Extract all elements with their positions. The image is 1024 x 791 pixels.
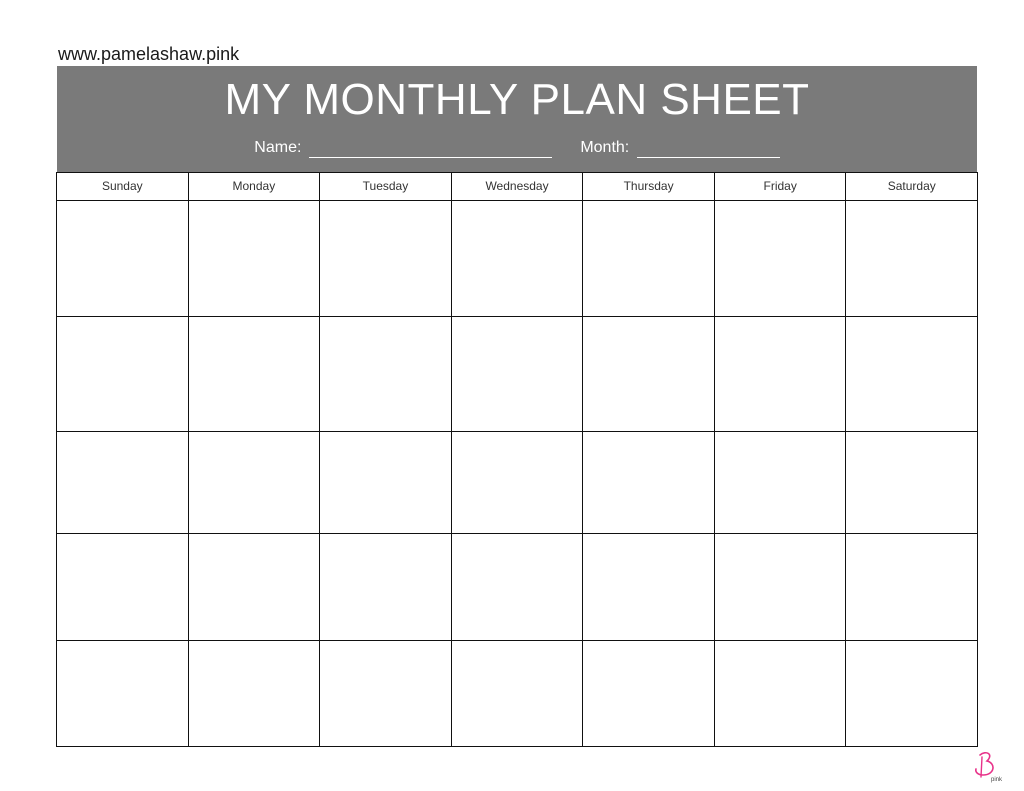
day-cell[interactable] xyxy=(846,201,977,316)
name-label: Name: xyxy=(254,139,302,156)
day-cell[interactable] xyxy=(320,534,452,640)
day-cell[interactable] xyxy=(583,432,715,533)
calendar-grid xyxy=(56,172,978,747)
day-cell[interactable] xyxy=(189,201,321,316)
day-cell[interactable] xyxy=(583,534,715,640)
day-cell[interactable] xyxy=(320,201,452,316)
day-cell[interactable] xyxy=(452,317,584,431)
day-cell[interactable] xyxy=(715,201,847,316)
day-cell[interactable] xyxy=(452,641,584,747)
day-cell[interactable] xyxy=(583,317,715,431)
brand-logo xyxy=(970,751,1010,785)
month-field[interactable] xyxy=(637,143,780,158)
day-cell[interactable] xyxy=(320,432,452,533)
day-cell[interactable] xyxy=(583,641,715,747)
day-cell[interactable] xyxy=(715,432,847,533)
weekday-tuesday: Tuesday xyxy=(320,173,452,200)
header-banner xyxy=(57,66,977,172)
weekday-sunday: Sunday xyxy=(57,173,189,200)
day-cell[interactable] xyxy=(57,641,189,747)
day-cell[interactable] xyxy=(715,534,847,640)
day-cell[interactable] xyxy=(320,641,452,747)
week-row xyxy=(57,432,977,534)
weekday-friday: Friday xyxy=(715,173,847,200)
day-cell[interactable] xyxy=(189,534,321,640)
day-cell[interactable] xyxy=(320,317,452,431)
day-cell[interactable] xyxy=(583,201,715,316)
day-cell[interactable] xyxy=(715,641,847,747)
day-cell[interactable] xyxy=(57,432,189,533)
day-cell[interactable] xyxy=(452,201,584,316)
weekday-header-row xyxy=(57,173,977,201)
week-row xyxy=(57,201,977,317)
day-cell[interactable] xyxy=(846,534,977,640)
day-cell[interactable] xyxy=(452,534,584,640)
day-cell[interactable] xyxy=(846,317,977,431)
site-url: www.pamelashaw.pink xyxy=(58,44,240,64)
week-row xyxy=(57,534,977,641)
weekday-wednesday: Wednesday xyxy=(452,173,584,200)
header-fields xyxy=(57,138,977,158)
day-cell[interactable] xyxy=(715,317,847,431)
weekday-thursday: Thursday xyxy=(583,173,715,200)
week-row xyxy=(57,317,977,432)
week-row xyxy=(57,641,977,747)
name-field[interactable] xyxy=(309,143,552,158)
day-cell[interactable] xyxy=(846,641,977,747)
weekday-monday: Monday xyxy=(189,173,321,200)
day-cell[interactable] xyxy=(57,534,189,640)
day-cell[interactable] xyxy=(189,641,321,747)
month-label: Month: xyxy=(580,139,630,156)
day-cell[interactable] xyxy=(189,432,321,533)
day-cell[interactable] xyxy=(57,317,189,431)
page-title: MY MONTHLY PLAN SHEET xyxy=(224,75,810,124)
logo-text: pink xyxy=(991,777,1003,783)
weekday-saturday: Saturday xyxy=(887,179,936,193)
day-cell[interactable] xyxy=(57,201,189,316)
day-cell[interactable] xyxy=(452,432,584,533)
day-cell[interactable] xyxy=(846,432,977,533)
day-cell[interactable] xyxy=(189,317,321,431)
